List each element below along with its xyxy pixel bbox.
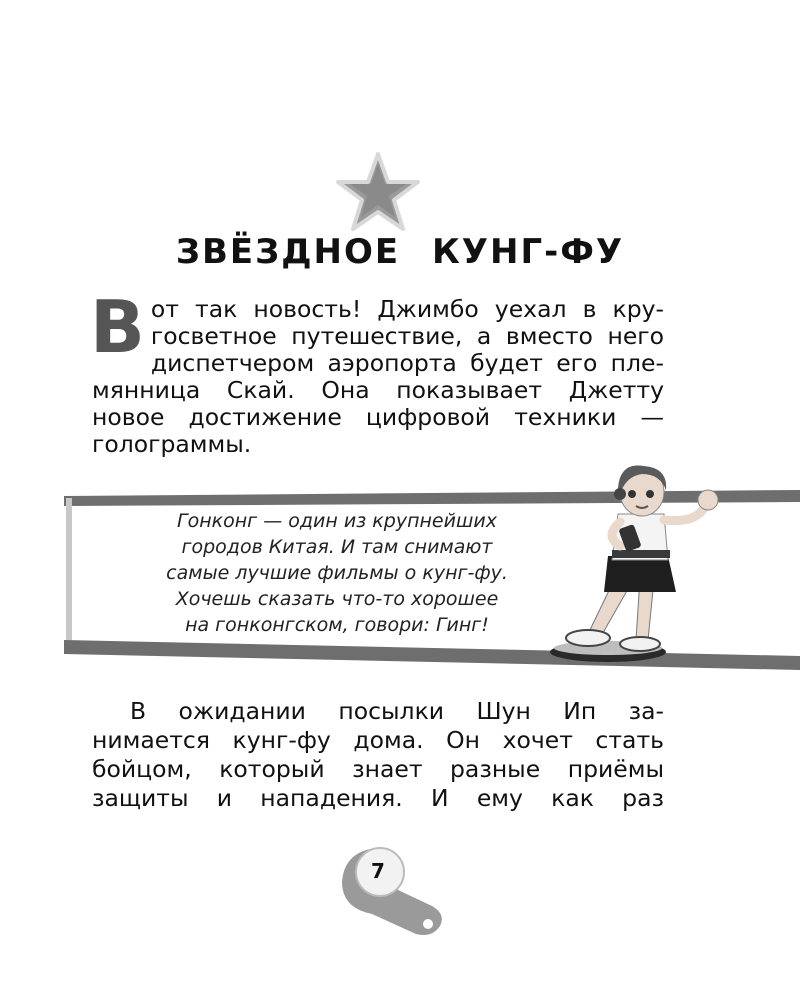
intro-line: от так новость! Джимбо уехал в кру- xyxy=(150,295,664,323)
drop-cap: В xyxy=(90,285,145,369)
page-title: ЗВЁЗДНОЕ КУНГ-ФУ xyxy=(175,232,625,272)
intro-line: диспетчером аэропорта будет его пле- xyxy=(150,349,664,377)
girl-character-illustration xyxy=(548,464,768,680)
body-line: защиты и нападения. И ему как раз xyxy=(92,784,664,812)
intro-line: мянница Скай. Она показывает Джетту xyxy=(92,376,664,404)
intro-line: госветное путешествие, а вместо него xyxy=(150,322,664,350)
body-line: В ожидании посылки Шун Ип за- xyxy=(130,697,664,725)
intro-line: голограммы. xyxy=(92,430,252,458)
star-icon xyxy=(336,152,420,232)
body-line: нимается кунг-фу дома. Он хочет стать xyxy=(92,726,664,754)
tip-line: Гонконг — один из крупнейших xyxy=(177,510,497,532)
tip-line: Хочешь сказать что-то хорошее xyxy=(175,588,499,610)
tip-text xyxy=(98,508,576,638)
body-paragraph xyxy=(92,697,664,813)
tip-line: городов Китая. И там снимают xyxy=(181,536,493,558)
tip-line: на гонконгском, говори: Гинг! xyxy=(185,614,489,636)
intro-paragraph xyxy=(90,285,664,458)
tip-line: самые лучшие фильмы о кунг-фу. xyxy=(166,562,508,584)
wrench-icon xyxy=(336,838,456,938)
intro-line: новое достижение цифровой техники — xyxy=(92,403,664,431)
body-line: бойцом, который знает разные приёмы xyxy=(92,755,664,783)
page-number: 7 xyxy=(371,859,385,883)
